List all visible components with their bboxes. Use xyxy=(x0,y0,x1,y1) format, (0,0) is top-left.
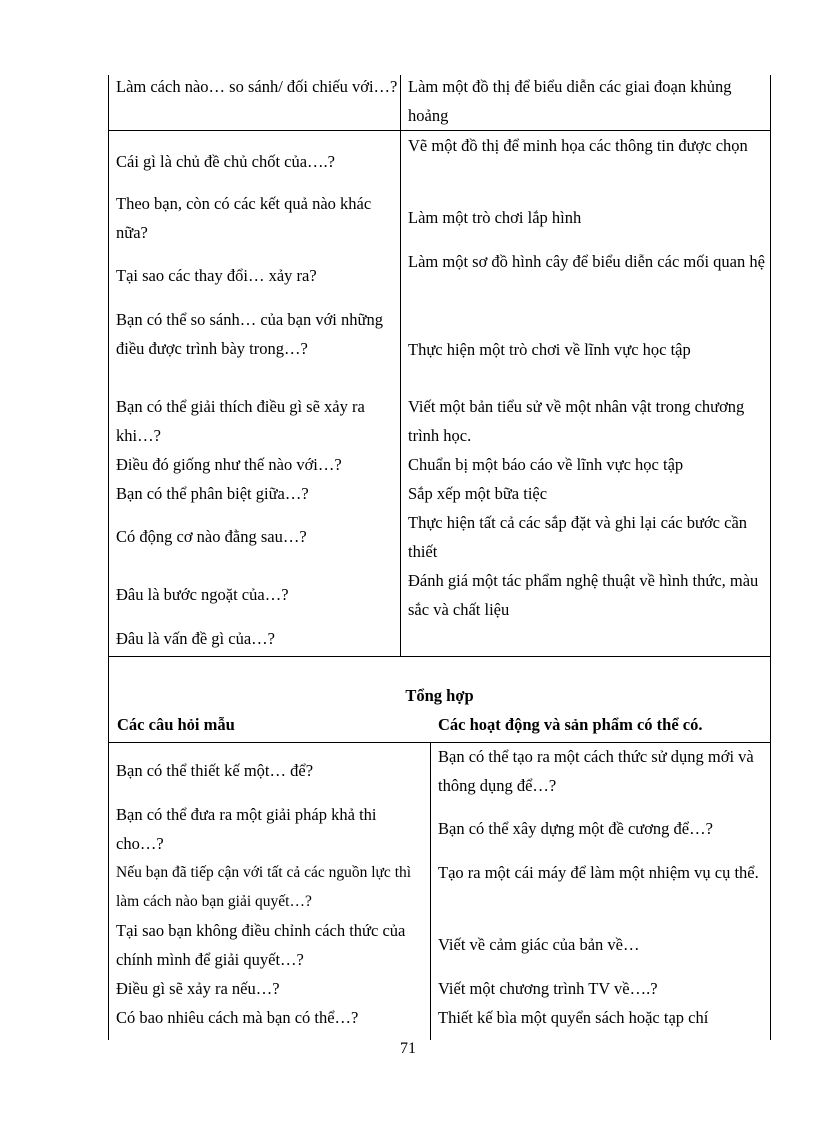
activity-cell: Sắp xếp một bữa tiệc xyxy=(408,484,548,503)
activity-cell: Đánh giá một tác phẩm nghệ thuật về hình thức, màu sắc và chất liệu xyxy=(408,571,759,619)
question-cell: Bạn có thể giải thích điều gì sẽ xảy ra khi…? xyxy=(116,397,365,445)
question-cell: Bạn có thể so sánh… của bạn với những điều được trình bày trong…? xyxy=(116,310,383,358)
activity-cell: Làm một đồ thị để biểu diễn các giai đoạn khủng hoảng xyxy=(408,77,732,125)
activity-cell: Bạn có thể tạo ra một cách thức sử dụng mới và thông dụng để…? xyxy=(438,747,754,795)
activity-cell: Viết một bản tiểu sử về một nhân vật trong chương trình học. xyxy=(408,397,745,445)
activity-cell: Thực hiện một trò chơi về lĩnh vực học tập xyxy=(408,340,691,359)
activity-cell: Viết về cảm giác của bản về… xyxy=(438,935,640,954)
question-cell: Theo bạn, còn có các kết quả nào khác nữa? xyxy=(116,194,372,242)
activity-cell: Làm một sơ đồ hình cây để biểu diễn các mối quan hệ xyxy=(408,252,765,271)
question-cell: Tại sao các thay đổi… xảy ra? xyxy=(116,266,317,285)
activity-cell: Vẽ một đồ thị để minh họa các thông tin được chọn xyxy=(408,136,748,155)
activity-cell: Viết một chương trình TV về….? xyxy=(438,979,658,998)
table-border-right xyxy=(770,75,771,1040)
table-border-left xyxy=(108,75,109,1040)
question-cell: Cái gì là chủ đề chủ chốt của….? xyxy=(116,152,336,171)
column-header-activities: Các hoạt động và sản phẩm có thể có. xyxy=(438,715,703,734)
activity-cell: Thực hiện tất cả các sắp đặt và ghi lại các bước cần thiết xyxy=(408,513,748,561)
activity-cell: Bạn có thể xây dựng một đề cương để…? xyxy=(438,819,713,838)
column-divider-1 xyxy=(400,75,401,656)
question-cell: Bạn có thể đưa ra một giải pháp khả thi cho…? xyxy=(116,805,377,853)
page-number: 71 xyxy=(400,1040,416,1057)
question-cell: Làm cách nào… so sánh/ đối chiếu với…? xyxy=(116,77,398,96)
column-divider-2 xyxy=(430,742,431,1040)
activity-cell: Tạo ra một cái máy để làm một nhiệm vụ cụ thể. xyxy=(438,863,759,882)
activity-cell: Làm một trò chơi lắp hình xyxy=(408,208,582,227)
question-cell: Có bao nhiêu cách mà bạn có thể…? xyxy=(116,1008,359,1027)
question-cell: Nếu bạn đã tiếp cận với tất cả các nguồn lực thì làm cách nào bạn giải quyết…? xyxy=(116,864,412,910)
question-cell: Bạn có thể thiết kế một… để? xyxy=(116,761,314,780)
question-cell: Điều gì sẽ xảy ra nếu…? xyxy=(116,979,280,998)
section-divider xyxy=(108,656,771,657)
question-cell: Bạn có thể phân biệt giữa…? xyxy=(116,484,309,503)
question-cell: Đâu là vấn đề gì của…? xyxy=(116,629,275,648)
section-title: Tổng hợp xyxy=(405,686,474,705)
activity-cell: Chuẩn bị một báo cáo về lĩnh vực học tập xyxy=(408,455,684,474)
activity-cell: Thiết kế bìa một quyển sách hoặc tạp chí xyxy=(438,1008,709,1027)
question-cell: Điều đó giống như thế nào với…? xyxy=(116,455,342,474)
question-cell: Tại sao bạn không điều chỉnh cách thức của chính mình để giải quyết…? xyxy=(116,921,406,969)
column-header-questions: Các câu hỏi mẫu xyxy=(117,715,235,734)
question-cell: Có động cơ nào đằng sau…? xyxy=(116,527,307,546)
question-cell: Đâu là bước ngoặt của…? xyxy=(116,585,289,604)
